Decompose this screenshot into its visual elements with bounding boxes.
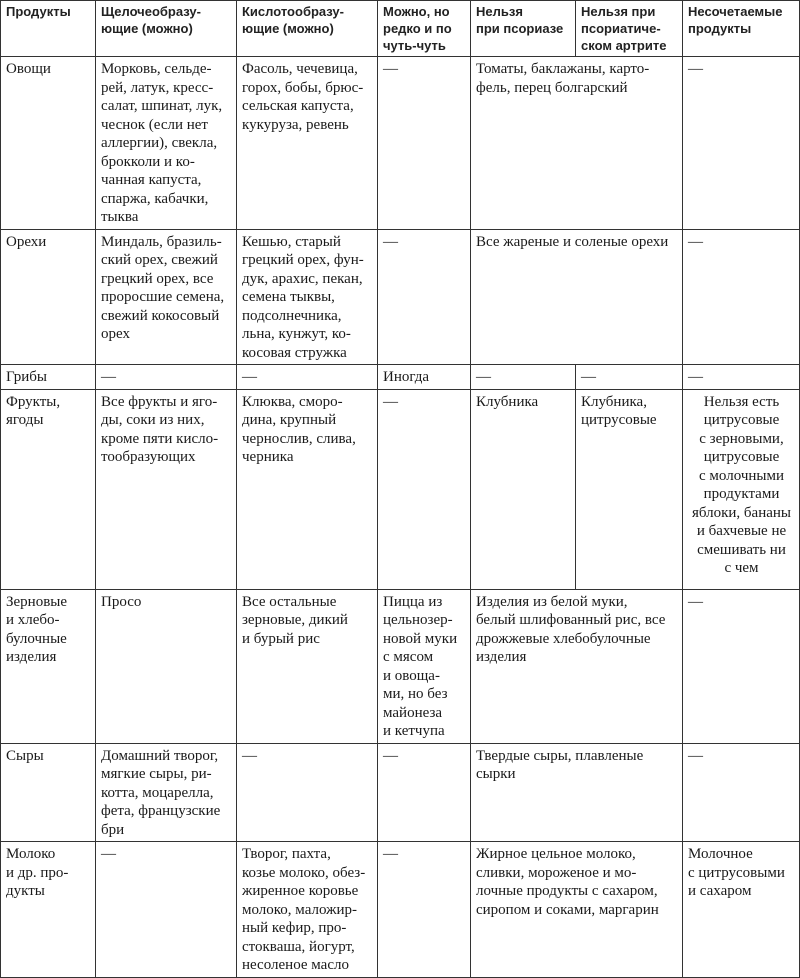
cell-alkaline: Морковь, сельде- рей, латук, кресс- салат, шпинат, лук, чеснок (если нет аллергии), свекла, брокколи и ко- чанная капуста, спаржа, кабачки, тыква bbox=[96, 57, 237, 230]
cell-product: Зерновые и хлебо- булочные изделия bbox=[1, 589, 96, 743]
cell-psoriasis: Клубника bbox=[471, 389, 576, 589]
cell-product: Сыры bbox=[1, 743, 96, 842]
cell-product: Овощи bbox=[1, 57, 96, 230]
table-header-row bbox=[1, 1, 800, 57]
header-products: Продукты bbox=[1, 1, 96, 57]
cell-rarely: — bbox=[378, 57, 471, 230]
table-row-mushrooms bbox=[1, 365, 800, 390]
cell-alkaline: Все фрукты и яго- ды, соки из них, кроме пяти кисло- тообразующих bbox=[96, 389, 237, 589]
cell-product: Грибы bbox=[1, 365, 96, 390]
cell-alkaline: Просо bbox=[96, 589, 237, 743]
cell-psoriasis-arthritis: Жирное цельное молоко, сливки, мороженое и мо- лочные продукты с сахаром, сиропом и соками, маргарин bbox=[471, 842, 683, 978]
cell-incompatible: — bbox=[683, 743, 800, 842]
cell-alkaline: — bbox=[96, 365, 237, 390]
cell-acidic: Все остальные зерновые, дикий и бурый рис bbox=[237, 589, 378, 743]
cell-arthritis: — bbox=[576, 365, 683, 390]
cell-psoriasis-arthritis: Все жареные и соленые орехи bbox=[471, 229, 683, 365]
cell-rarely: — bbox=[378, 229, 471, 365]
cell-rarely: — bbox=[378, 743, 471, 842]
table-row-cheese bbox=[1, 743, 800, 842]
cell-acidic: Фасоль, чечевица, горох, бобы, брюс- сельская капуста, кукуруза, ревень bbox=[237, 57, 378, 230]
cell-rarely: — bbox=[378, 389, 471, 589]
cell-acidic: Кешью, старый грецкий орех, фун- дук, арахис, пекан, семена тыквы, подсолнечника, льна, кунжут, ко- косовая стружка bbox=[237, 229, 378, 365]
cell-psoriasis: — bbox=[471, 365, 576, 390]
cell-rarely: Иногда bbox=[378, 365, 471, 390]
cell-alkaline: Миндаль, бразиль- ский орех, свежий грецкий орех, все проросшие семена, свежий кокосовый орех bbox=[96, 229, 237, 365]
cell-arthritis: Клубника, цитрусовые bbox=[576, 389, 683, 589]
cell-alkaline: Домашний творог, мягкие сыры, ри- котта, моцарелла, фета, французские бри bbox=[96, 743, 237, 842]
table-row-nuts bbox=[1, 229, 800, 365]
cell-incompatible: Нельзя есть цитрусовые с зерновыми, цитрусовые с молочными продуктами яблоки, бананы и бахчевые не смешивать ни с чем bbox=[683, 389, 800, 589]
cell-product: Фрукты, ягоды bbox=[1, 389, 96, 589]
cell-incompatible: — bbox=[683, 57, 800, 230]
table-row-milk bbox=[1, 842, 800, 978]
table-row-fruits bbox=[1, 389, 800, 589]
cell-rarely: — bbox=[378, 842, 471, 978]
header-incompatible: Несочетаемые продукты bbox=[683, 1, 800, 57]
table-row-vegetables bbox=[1, 57, 800, 230]
cell-psoriasis-arthritis: Изделия из белой муки, белый шлифованный рис, все дрожжевые хлебобулочные изделия bbox=[471, 589, 683, 743]
cell-psoriasis-arthritis: Томаты, баклажаны, карто- фель, перец болгарский bbox=[471, 57, 683, 230]
cell-acidic: Творог, пахта, козье молоко, обез- жиренное коровье молоко, маложир- ный кефир, про- стокваша, йогурт, несоленое масло bbox=[237, 842, 378, 978]
cell-product: Молоко и др. про- дукты bbox=[1, 842, 96, 978]
cell-acidic: — bbox=[237, 365, 378, 390]
cell-acidic: Клюква, сморо- дина, крупный чернослив, слива, черника bbox=[237, 389, 378, 589]
header-psoriasis: Нельзя при псориазе bbox=[471, 1, 576, 57]
table-row-grains bbox=[1, 589, 800, 743]
cell-incompatible: Молочное с цитрусовыми и сахаром bbox=[683, 842, 800, 978]
header-arthritis: Нельзя при псориатиче- ском артрите bbox=[576, 1, 683, 57]
cell-psoriasis-arthritis: Твердые сыры, плавленые сырки bbox=[471, 743, 683, 842]
header-alkaline: Щелочеобразу- ющие (можно) bbox=[96, 1, 237, 57]
cell-incompatible: — bbox=[683, 365, 800, 390]
cell-incompatible: — bbox=[683, 589, 800, 743]
header-acidic: Кислотообразу- ющие (можно) bbox=[237, 1, 378, 57]
cell-acidic: — bbox=[237, 743, 378, 842]
cell-incompatible: — bbox=[683, 229, 800, 365]
cell-rarely: Пицца из цельнозер- новой муки с мясом и овоща- ми, но без майонеза и кетчупа bbox=[378, 589, 471, 743]
cell-alkaline: — bbox=[96, 842, 237, 978]
header-rarely: Можно, но редко и по чуть-чуть bbox=[378, 1, 471, 57]
cell-product: Орехи bbox=[1, 229, 96, 365]
